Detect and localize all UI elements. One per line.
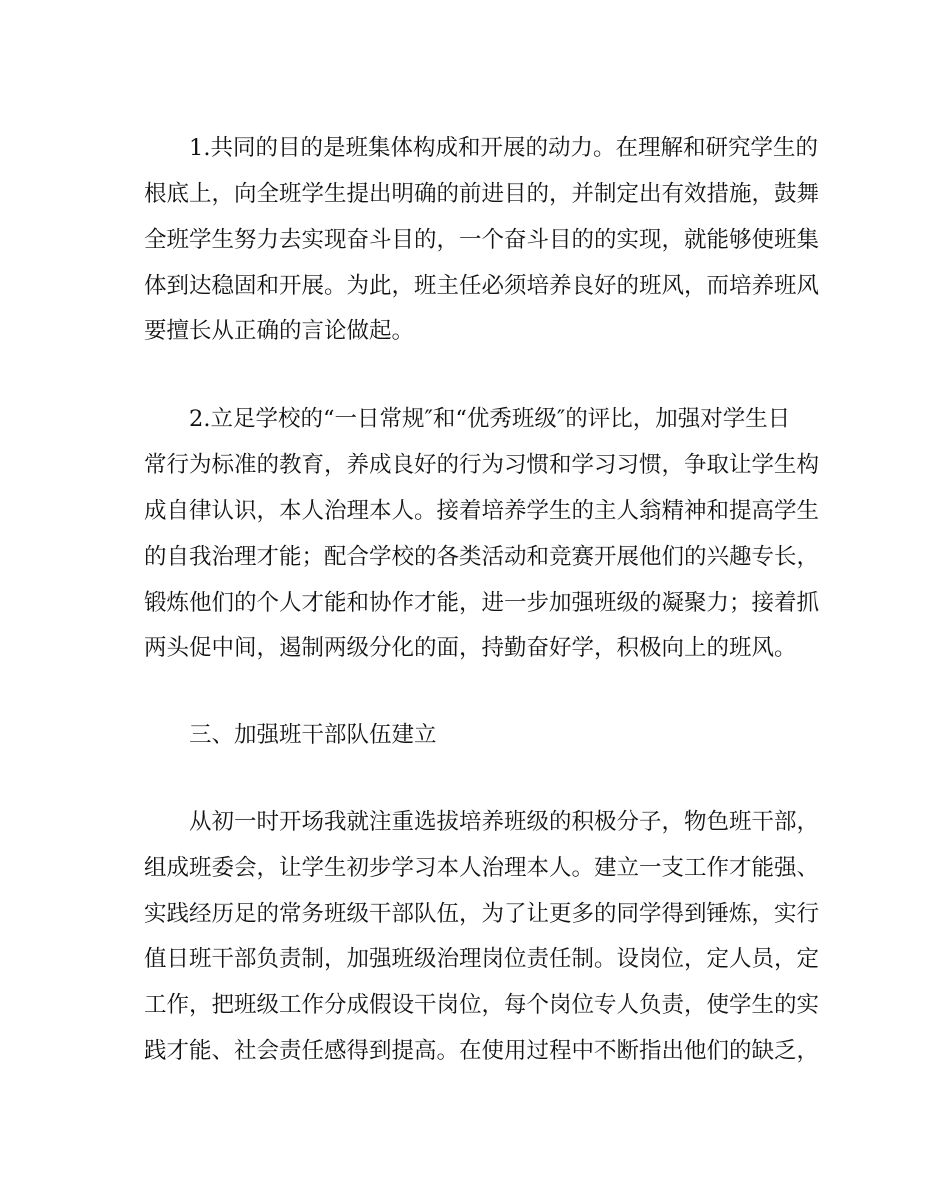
paragraph-1-line-2: 根底上，向全班学生提出明确的前进目的，并制定出有效措施，鼓舞: [144, 181, 820, 207]
paragraph-3-line-3: 实践经历足的常务班级干部队伍，为了让更多的同学得到锤炼，实行: [144, 901, 820, 927]
paragraph-2-line-4: 的自我治理才能；配合学校的各类活动和竞赛开展他们的兴趣专长，: [144, 544, 820, 570]
paragraph-3-line-5: 工作，把班级工作分成假设干岗位，每个岗位专人负责，使学生的实: [144, 992, 820, 1018]
paragraph-3-line-2: 组成班委会，让学生初步学习本人治理本人。建立一支工作才能强、: [144, 855, 820, 881]
section-heading-3: 三、加强班干部队伍建立: [189, 722, 437, 748]
paragraph-1-line-5: 要擅长从正确的言论做起。: [144, 318, 415, 344]
paragraph-3-line-1: 从初一时开场我就注重选拔培养班级的积极分子，物色班干部，: [189, 809, 820, 835]
paragraph-2-line-1: 2.立足学校的“一日常规″和“优秀班级″的评比，加强对学生日: [189, 406, 791, 432]
paragraph-1-line-3: 全班学生努力去实现奋斗目的，一个奋斗目的的实现，就能够使班集: [144, 227, 820, 253]
paragraph-1-line-1: 1.共同的目的是班集体构成和开展的动力。在理解和研究学生的: [189, 135, 818, 161]
paragraph-2-line-6: 两头促中间，遏制两级分化的面，持勤奋好学，积极向上的班风。: [144, 635, 797, 661]
paragraph-2-line-3: 成自律认识，本人治理本人。接着培养学生的主人翁精神和提高学生: [144, 498, 820, 524]
paragraph-1-line-4: 体到达稳固和开展。为此，班主任必须培养良好的班风，而培养班风: [144, 273, 820, 299]
paragraph-2-line-5: 锻炼他们的个人才能和协作才能，进一步加强班级的凝聚力；接着抓: [144, 590, 820, 616]
paragraph-3-line-4: 值日班干部负责制，加强班级治理岗位责任制。设岗位，定人员，定: [144, 946, 820, 972]
paragraph-3-line-6: 践才能、社会责任感得到提高。在使用过程中不断指出他们的缺乏，: [144, 1038, 820, 1064]
paragraph-2-line-2: 常行为标准的教育，养成良好的行为习惯和学习习惯，争取让学生构: [144, 452, 820, 478]
